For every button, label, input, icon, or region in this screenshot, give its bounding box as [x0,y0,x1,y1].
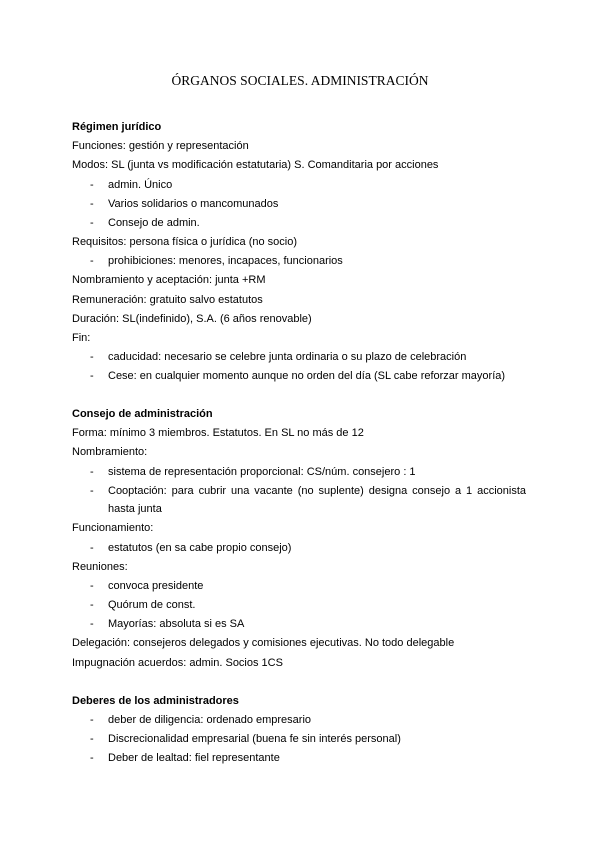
text-delegacion: Delegación: consejeros delegados y comisiones ejecutivas. No todo delegable [72,637,455,649]
list-item: Mayorías: absoluta si es SA [108,618,245,630]
bullet-marker: - [90,752,94,764]
list-item: caducidad: necesario se celebre junta ordinaria o su plazo de celebración [108,351,467,363]
bullet-marker: - [90,370,94,382]
list-item: Varios solidarios o mancomunados [108,198,279,210]
text-reuniones: Reuniones: [72,561,128,573]
text-nombramiento-consejo: Nombramiento: [72,446,148,458]
list-item: sistema de representación proporcional: CS/núm. consejero : 1 [108,466,416,478]
text-fin: Fin: [72,332,91,344]
list-item: Cooptación: para cubrir una vacante (no suplente) designa consejo a 1 accionista [108,485,526,497]
text-forma: Forma: mínimo 3 miembros. Estatutos. En SL no más de 12 [72,427,364,439]
list-item: convoca presidente [108,580,204,592]
bullet-marker: - [90,485,94,497]
bullet-marker: - [90,714,94,726]
bullet-marker: - [90,255,94,267]
list-item: Deber de lealtad: fiel representante [108,752,280,764]
list-item: Cese: en cualquier momento aunque no orden del día (SL cabe reforzar mayoría) [108,370,506,382]
bullet-marker: - [90,542,94,554]
bullet-marker: - [90,351,94,363]
text-impugnacion: Impugnación acuerdos: admin. Socios 1CS [72,657,283,669]
list-item: Discrecionalidad empresarial (buena fe sin interés personal) [108,733,401,745]
list-item: prohibiciones: menores, incapaces, funcionarios [108,255,343,267]
bullet-marker: - [90,599,94,611]
bullet-marker: - [90,580,94,592]
page-title: ÓRGANOS SOCIALES. ADMINISTRACIÓN [171,73,429,88]
bullet-marker: - [90,217,94,229]
section-heading-consejo: Consejo de administración [72,408,213,420]
section-heading-regimen: Régimen jurídico [72,121,162,133]
list-item: Consejo de admin. [108,217,200,229]
bullet-marker: - [90,618,94,630]
bullet-marker: - [90,179,94,191]
text-remuneracion: Remuneración: gratuito salvo estatutos [72,294,263,306]
text-duracion: Duración: SL(indefinido), S.A. (6 años renovable) [72,313,312,325]
bullet-marker: - [90,198,94,210]
list-item-continuation: hasta junta [108,503,162,515]
list-item: estatutos (en sa cabe propio consejo) [108,542,292,554]
list-item: Quórum de const. [108,599,196,611]
section-heading-deberes: Deberes de los administradores [72,695,239,707]
list-item: deber de diligencia: ordenado empresario [108,714,312,726]
text-modos: Modos: SL (junta vs modificación estatutaria) S. Comanditaria por acciones [72,159,439,171]
list-item: admin. Único [108,179,173,191]
text-funcionamiento: Funcionamiento: [72,522,154,534]
text-nombramiento: Nombramiento y aceptación: junta +RM [72,274,266,286]
text-funciones: Funciones: gestión y representación [72,140,249,152]
text-requisitos: Requisitos: persona física o jurídica (no socio) [72,236,297,248]
bullet-marker: - [90,733,94,745]
bullet-marker: - [90,466,94,478]
